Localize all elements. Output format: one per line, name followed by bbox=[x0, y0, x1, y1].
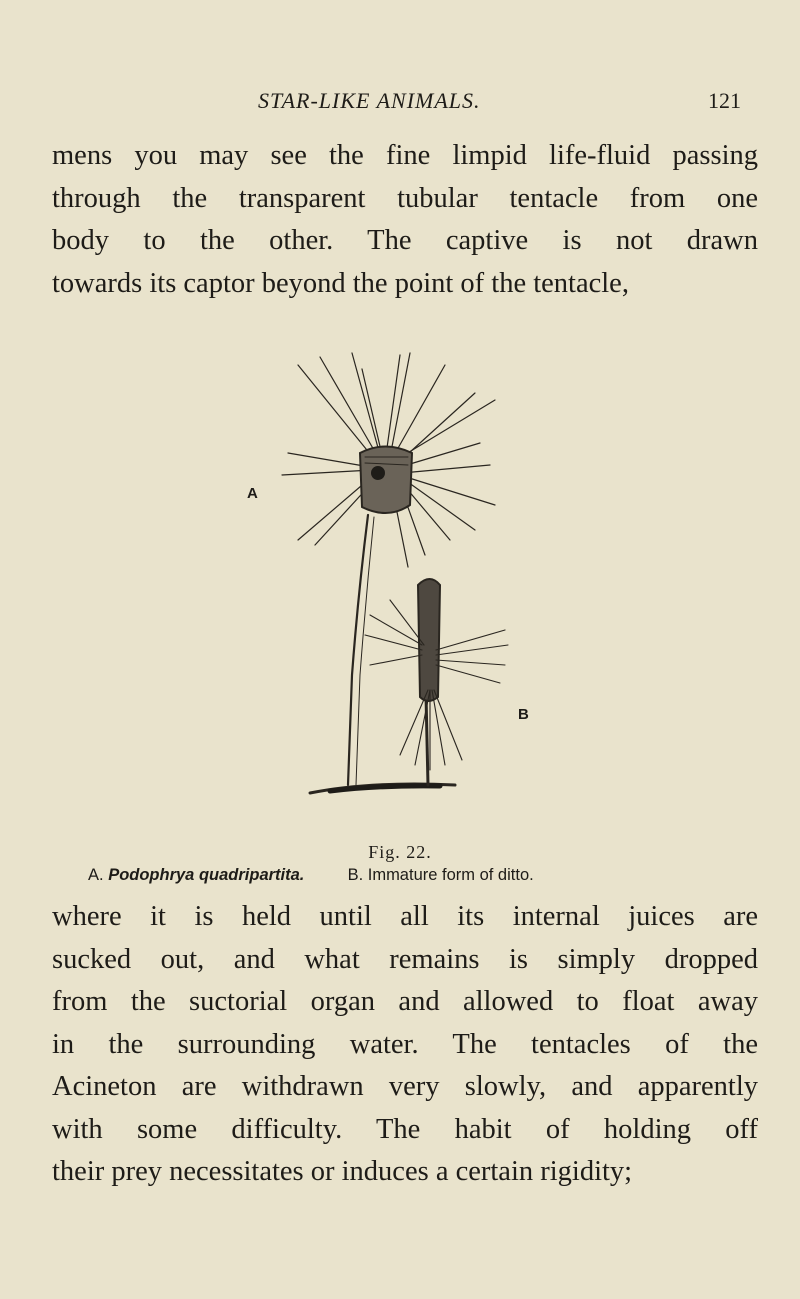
caption-a-name: Podophrya quadripartita. bbox=[108, 866, 305, 884]
text-line: with some difficulty. The habit of holding off bbox=[52, 1113, 758, 1145]
body-text-bottom bbox=[52, 896, 758, 1194]
stalk-a bbox=[348, 515, 368, 785]
text-line: from the suctorial organ and allowed to float away bbox=[52, 986, 758, 1017]
figure-caption bbox=[88, 866, 534, 885]
page-number: 121 bbox=[708, 88, 741, 113]
text-line: where it is held until all its internal juices are bbox=[52, 901, 758, 932]
body-b bbox=[418, 579, 440, 701]
caption-a-prefix: A. bbox=[88, 866, 104, 884]
text-line: through the transparent tubular tentacle from one bbox=[52, 182, 758, 214]
text-line: sucked out, and what remains is simply dropped bbox=[52, 943, 758, 975]
text-line: mens you may see the fine limpid life-fluid passing bbox=[52, 140, 758, 171]
figure-title: Fig. 22. bbox=[368, 842, 432, 862]
body-a bbox=[360, 447, 412, 514]
running-head: STAR-LIKE ANIMALS. bbox=[258, 88, 481, 113]
body-text-top bbox=[52, 135, 758, 305]
text-line: towards its captor beyond the point of the tentacle, bbox=[52, 267, 629, 299]
text-line: body to the other. The captive is not drawn bbox=[52, 225, 758, 256]
podophrya-illustration bbox=[240, 345, 560, 825]
figure-label-b: B bbox=[518, 706, 529, 723]
caption-b: B. Immature form of ditto. bbox=[347, 866, 534, 884]
text-line: Acineton are withdrawn very slowly, and apparently bbox=[52, 1071, 758, 1102]
text-line: their prey necessitates or induces a certain rigidity; bbox=[52, 1156, 633, 1187]
figure-label-a: A bbox=[247, 485, 258, 502]
text-line: in the surrounding water. The tentacles of the bbox=[52, 1028, 758, 1060]
